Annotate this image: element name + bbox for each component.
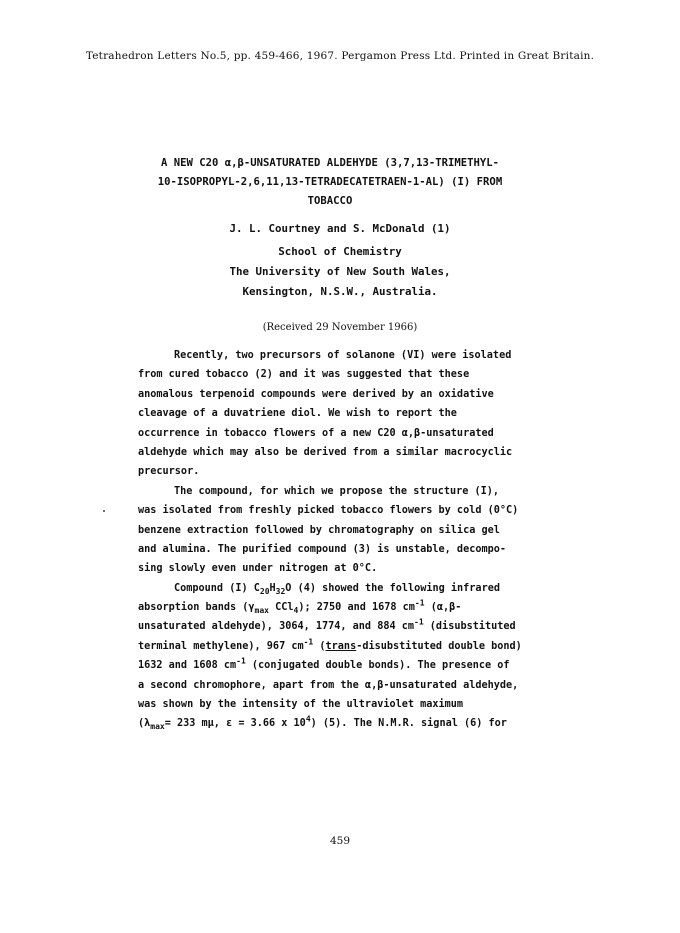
body-line: precursor. (138, 466, 200, 478)
title-line: A NEW C20 α,β-UNSATURATED ALDEHYDE (3,7,13-TRIMETHYL- (160, 157, 500, 169)
authors: J. L. Courtney and S. McDonald (1) (229, 222, 451, 235)
received-date: (Received 29 November 1966) (262, 322, 418, 333)
body-line: anomalous terpenoid compounds were derived by an oxidative (138, 388, 494, 400)
body-line: from cured tobacco (2) and it was suggested that these (138, 369, 470, 381)
body-line: sing slowly even under nitrogen at 0°C. (138, 563, 378, 575)
body-line: a second chromophore, apart from the α,β-unsaturated aldehyde, (138, 679, 519, 691)
article-title (130, 154, 530, 211)
title-line: 10-ISOPROPYL-2,6,11,13-TETRADECATETRAEN-1-AL) (I) FROM (157, 176, 503, 188)
body-line: occurrence in tobacco flowers of a new C20 α,β-unsaturated (138, 427, 494, 439)
affiliation-line: The University of New South Wales, (229, 265, 451, 278)
body-line: was isolated from freshly picked tobacco flowers by cold (0°C) (138, 505, 519, 517)
body-line: unsaturated aldehyde), 3064, 1774, and 884 $cm^{-1}$ (disubstituted (138, 618, 516, 633)
journal-header: Tetrahedron Letters No.5, pp. 459-466, 1967. Pergamon Press Ltd. Printed in Great Britain. (85, 50, 595, 62)
body-line: was shown by the intensity of the ultraviolet maximum (138, 699, 464, 711)
body-line: terminal methylene), 967 $cm^{-1}$ (trans-disubstituted double bond) (138, 637, 522, 652)
body-line: absorption bands ($\gamma_{max}$ CCl$_4$); 2750 and 1678 $cm^{-1}$ (α,β- (138, 598, 462, 616)
margin-speck (103, 510, 105, 512)
body-line: ($\lambda_{max}= 233$ mμ, ε = 3.66 x $10^4$) (5). The N.M.R. signal (6) for (138, 715, 507, 732)
affiliation-line: School of Chemistry (278, 245, 402, 258)
page-number: 459 (329, 835, 351, 847)
body-line: Compound (I) $C_{20}H_{32}O$ (4) showed the following infrared (174, 582, 500, 596)
body-line: cleavage of a duvatriene diol. We wish to report the (138, 408, 457, 420)
title-line: TOBACCO (307, 195, 353, 207)
article-body (138, 346, 558, 734)
affiliation-line: Kensington, N.S.W., Australia. (242, 285, 438, 298)
body-line: 1632 and 1608 $cm^{-1}$ (conjugated double bonds). The presence of (138, 656, 510, 672)
body-line: and alumina. The purified compound (3) is unstable, decompo- (138, 543, 507, 555)
body-line: Recently, two precursors of solanone (VI) were isolated (174, 350, 512, 361)
body-line: aldehyde which may also be derived from a similar macrocyclic (138, 446, 513, 458)
body-line: The compound, for which we propose the structure (I), (174, 485, 500, 497)
body-line: benzene extraction followed by chromatography on silica gel (138, 524, 500, 536)
